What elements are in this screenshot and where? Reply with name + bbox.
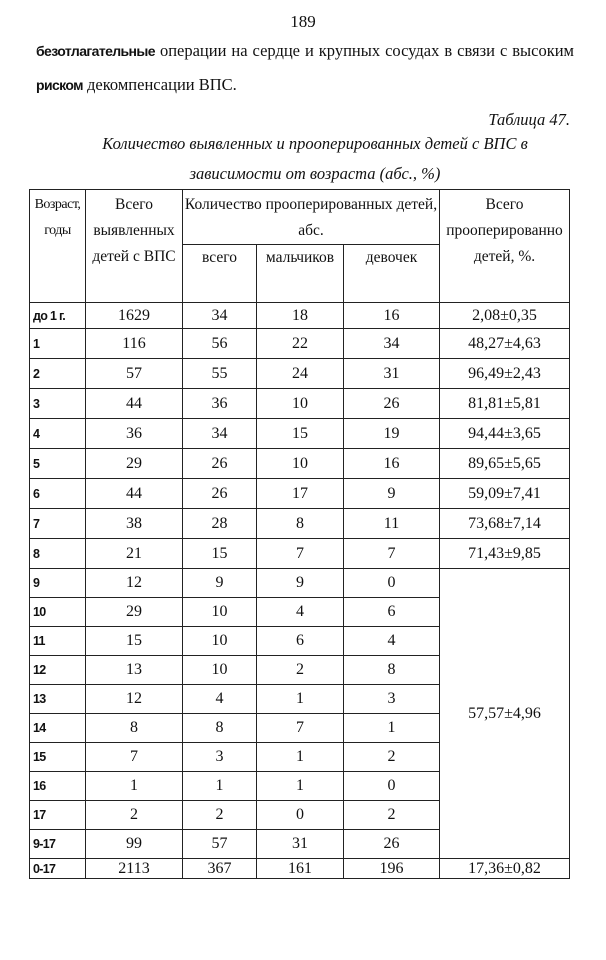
detected-cell: 8	[86, 714, 183, 743]
detected-cell: 99	[86, 830, 183, 859]
operated-girls-cell: 4	[344, 627, 440, 656]
operated-total-cell: 2	[183, 801, 257, 830]
operated-girls-cell: 0	[344, 569, 440, 598]
operated-total-cell: 34	[183, 303, 257, 329]
table-row	[30, 419, 570, 449]
detected-cell: 1	[86, 772, 183, 801]
operated-total-cell: 28	[183, 509, 257, 539]
operated-boys-cell: 10	[257, 449, 344, 479]
age-cell: 13	[30, 685, 86, 714]
age-cell: 2	[30, 359, 86, 389]
detected-cell: 57	[86, 359, 183, 389]
paragraph-word-condensed: риском	[36, 77, 83, 93]
operated-girls-cell: 3	[344, 685, 440, 714]
table-row	[30, 509, 570, 539]
operated-boys-cell: 7	[257, 714, 344, 743]
operated-boys-cell: 7	[257, 539, 344, 569]
age-cell: 11	[30, 627, 86, 656]
percent-cell: 17,36±0,82	[440, 859, 570, 879]
operated-total-cell: 367	[183, 859, 257, 879]
age-cell: 1	[30, 329, 86, 359]
percent-cell: 71,43±9,85	[440, 539, 570, 569]
age-cell: 16	[30, 772, 86, 801]
operated-boys-cell: 17	[257, 479, 344, 509]
data-table	[29, 189, 570, 879]
operated-girls-cell: 0	[344, 772, 440, 801]
operated-total-cell: 3	[183, 743, 257, 772]
operated-girls-cell: 26	[344, 830, 440, 859]
detected-cell: 2	[86, 801, 183, 830]
percent-cell: 2,08±0,35	[440, 303, 570, 329]
operated-girls-cell: 31	[344, 359, 440, 389]
operated-total-cell: 1	[183, 772, 257, 801]
age-cell: 9	[30, 569, 86, 598]
operated-boys-cell: 4	[257, 598, 344, 627]
age-cell: 14	[30, 714, 86, 743]
operated-girls-cell: 2	[344, 801, 440, 830]
age-cell: до 1 г.	[30, 303, 86, 329]
operated-boys-cell: 1	[257, 685, 344, 714]
operated-total-cell: 56	[183, 329, 257, 359]
age-cell: 17	[30, 801, 86, 830]
header-percent: Всего прооперированно детей, %.	[440, 190, 570, 303]
detected-cell: 29	[86, 449, 183, 479]
operated-girls-cell: 34	[344, 329, 440, 359]
operated-girls-cell: 16	[344, 449, 440, 479]
paragraph-text: операции на сердце и крупных сосудах в связи с высоким	[154, 41, 574, 60]
operated-boys-cell: 1	[257, 743, 344, 772]
operated-boys-cell: 1	[257, 772, 344, 801]
operated-girls-cell: 16	[344, 303, 440, 329]
header-total-detected: Всего выявленных детей с ВПС	[86, 190, 183, 303]
detected-cell: 2113	[86, 859, 183, 879]
table-caption-line-2: зависимости от возраста (абс., %)	[189, 164, 441, 183]
operated-boys-cell: 15	[257, 419, 344, 449]
operated-girls-cell: 2	[344, 743, 440, 772]
operated-boys-cell: 9	[257, 569, 344, 598]
percent-cell: 89,65±5,65	[440, 449, 570, 479]
table-row	[30, 359, 570, 389]
age-cell: 10	[30, 598, 86, 627]
operated-boys-cell: 0	[257, 801, 344, 830]
age-cell: 4	[30, 419, 86, 449]
table-row	[30, 389, 570, 419]
operated-boys-cell: 22	[257, 329, 344, 359]
operated-total-cell: 10	[183, 627, 257, 656]
operated-boys-cell: 10	[257, 389, 344, 419]
operated-total-cell: 10	[183, 598, 257, 627]
operated-girls-cell: 196	[344, 859, 440, 879]
operated-total-cell: 34	[183, 419, 257, 449]
age-cell: 0-17	[30, 859, 86, 879]
detected-cell: 29	[86, 598, 183, 627]
detected-cell: 38	[86, 509, 183, 539]
percent-cell: 81,81±5,81	[440, 389, 570, 419]
percent-cell: 59,09±7,41	[440, 479, 570, 509]
operated-total-cell: 8	[183, 714, 257, 743]
header-age: Возраст, годы	[30, 190, 86, 303]
detected-cell: 44	[86, 479, 183, 509]
operated-girls-cell: 7	[344, 539, 440, 569]
detected-cell: 36	[86, 419, 183, 449]
detected-cell: 12	[86, 569, 183, 598]
age-cell: 6	[30, 479, 86, 509]
operated-total-cell: 36	[183, 389, 257, 419]
operated-girls-cell: 26	[344, 389, 440, 419]
header-girls: девочек	[344, 245, 440, 303]
operated-girls-cell: 6	[344, 598, 440, 627]
table-caption-line-1: Количество выявленных и прооперированных детей с ВПС в	[102, 134, 528, 153]
operated-boys-cell: 6	[257, 627, 344, 656]
age-cell: 7	[30, 509, 86, 539]
operated-boys-cell: 161	[257, 859, 344, 879]
table-row	[30, 303, 570, 329]
age-cell: 3	[30, 389, 86, 419]
percent-cell: 96,49±2,43	[440, 359, 570, 389]
detected-cell: 44	[86, 389, 183, 419]
operated-total-cell: 55	[183, 359, 257, 389]
operated-total-cell: 26	[183, 479, 257, 509]
operated-boys-cell: 31	[257, 830, 344, 859]
detected-cell: 13	[86, 656, 183, 685]
percent-cell: 48,27±4,63	[440, 329, 570, 359]
table-row	[30, 859, 570, 879]
operated-total-cell: 26	[183, 449, 257, 479]
table-row	[30, 539, 570, 569]
operated-girls-cell: 11	[344, 509, 440, 539]
table-label: Таблица 47.	[488, 110, 570, 129]
age-cell: 9-17	[30, 830, 86, 859]
age-cell: 15	[30, 743, 86, 772]
header-total: всего	[183, 245, 257, 303]
operated-girls-cell: 9	[344, 479, 440, 509]
operated-girls-cell: 19	[344, 419, 440, 449]
detected-cell: 116	[86, 329, 183, 359]
operated-boys-cell: 24	[257, 359, 344, 389]
operated-boys-cell: 2	[257, 656, 344, 685]
page-number: 189	[290, 12, 316, 31]
age-cell: 5	[30, 449, 86, 479]
operated-boys-cell: 18	[257, 303, 344, 329]
table-row	[30, 329, 570, 359]
operated-total-cell: 4	[183, 685, 257, 714]
age-cell: 8	[30, 539, 86, 569]
table-row	[30, 449, 570, 479]
operated-total-cell: 57	[183, 830, 257, 859]
operated-total-cell: 10	[183, 656, 257, 685]
detected-cell: 7	[86, 743, 183, 772]
percent-cell: 73,68±7,14	[440, 509, 570, 539]
operated-total-cell: 9	[183, 569, 257, 598]
operated-girls-cell: 1	[344, 714, 440, 743]
paragraph-line-2	[36, 68, 574, 102]
detected-cell: 21	[86, 539, 183, 569]
percent-merged-cell: 57,57±4,96	[440, 569, 570, 859]
table-header-row	[30, 190, 570, 245]
detected-cell: 1629	[86, 303, 183, 329]
percent-cell: 94,44±3,65	[440, 419, 570, 449]
operated-boys-cell: 8	[257, 509, 344, 539]
table-row	[30, 479, 570, 509]
paragraph-text: декомпенсации ВПС.	[82, 75, 237, 94]
age-cell: 12	[30, 656, 86, 685]
operated-girls-cell: 8	[344, 656, 440, 685]
paragraph-line-1	[36, 34, 574, 68]
header-boys: мальчиков	[257, 245, 344, 303]
detected-cell: 15	[86, 627, 183, 656]
header-operated-group: Количество прооперированных детей, абс.	[183, 190, 440, 245]
table-row	[30, 569, 570, 598]
paragraph-word-condensed: безотлагательные	[36, 43, 155, 59]
detected-cell: 12	[86, 685, 183, 714]
operated-total-cell: 15	[183, 539, 257, 569]
